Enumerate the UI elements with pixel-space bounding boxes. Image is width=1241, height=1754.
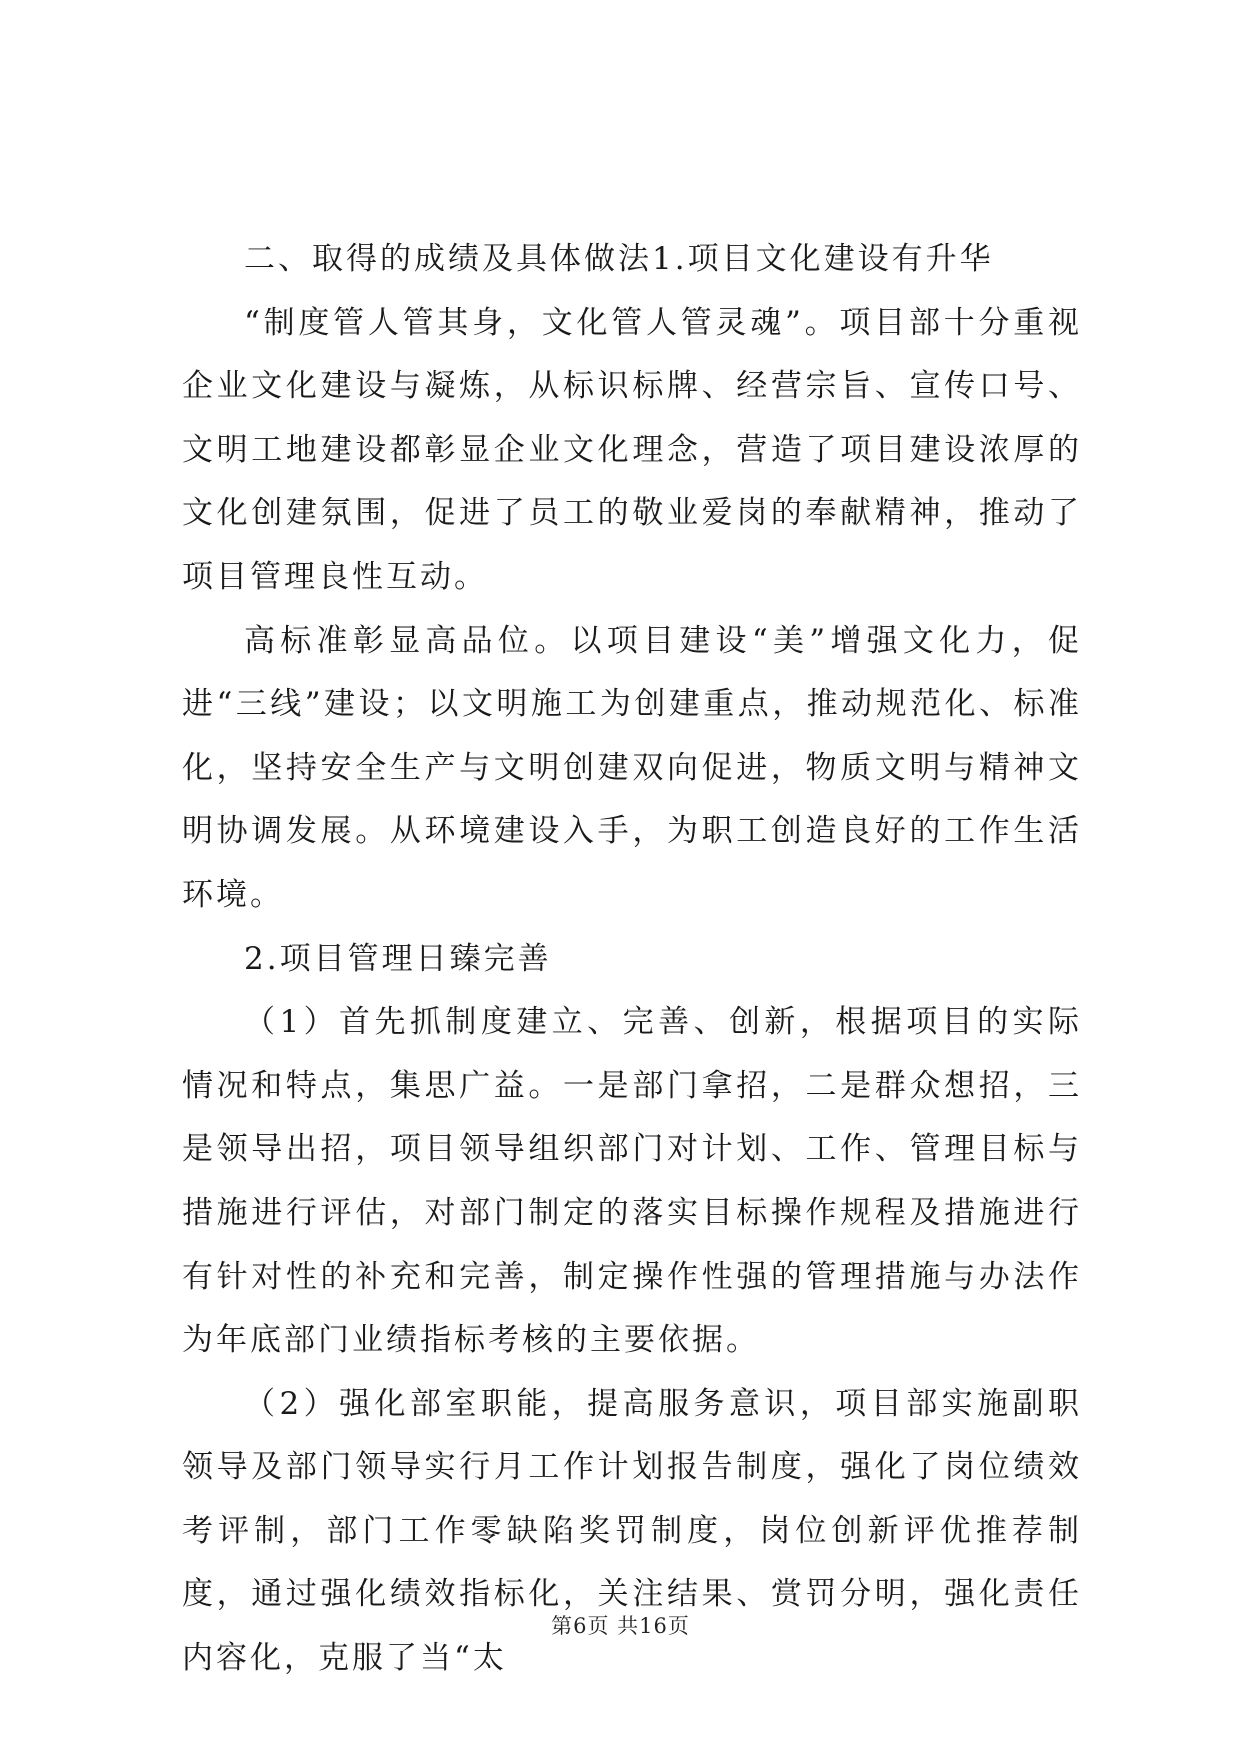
section-heading: 二、取得的成绩及具体做法1.项目文化建设有升华: [244, 241, 994, 277]
paragraph-high-standard: 高标准彰显高品位。以项目建设“美”增强文化力，促进“三线”建设；以文明施工为创建重点，推动规范化、标准化，坚持安全生产与文明创建双向促进，物质文明与精神文明协调发展。从环境建设入手，为职工创造良好的工作生活环境。: [182, 622, 1082, 913]
paragraph-culture: “制度管人管其身，文化管人管灵魂”。项目部十分重视企业文化建设与凝炼，从标识标牌、经营宗旨、宣传口号、文明工地建设都彰显企业文化理念，营造了项目建设浓厚的文化创建氛围，促进了员工的敬业爱岗的奉献精神，推动了项目管理良性互动。: [182, 304, 1082, 595]
paragraph-item-2: （2）强化部室职能，提高服务意识，项目部实施副职领导及部门领导实行月工作计划报告制度，强化了岗位绩效考评制，部门工作零缺陷奖罚制度，岗位创新评优推荐制度，通过强化绩效指标化，关注结果、赏罚分明，强化责任内容化，克服了当“太: [182, 1385, 1082, 1677]
document-body: [182, 228, 1082, 1691]
subsection-heading: 2.项目管理日臻完善: [244, 940, 552, 977]
paragraph-item-1: （1）首先抓制度建立、完善、创新，根据项目的实际情况和特点，集思广益。一是部门拿招，二是群众想招，三是领导出招，项目领导组织部门对计划、工作、管理目标与措施进行评估，对部门制定的落实目标操作规程及措施进行有针对性的补充和完善，制定操作性强的管理措施与办法作为年底部门业绩指标考核的主要依据。: [182, 1004, 1082, 1359]
page-number-footer: 第6页 共16页: [551, 1614, 690, 1638]
